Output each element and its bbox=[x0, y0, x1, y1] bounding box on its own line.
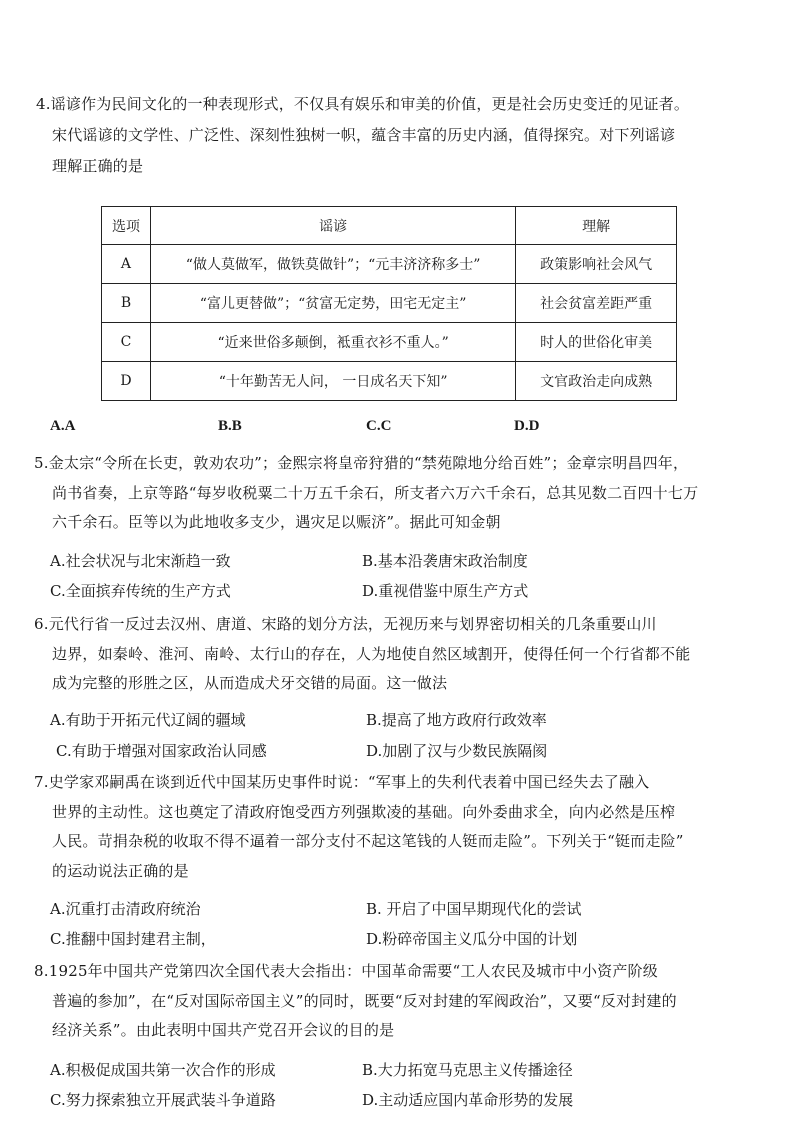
q4-row-d-option: D bbox=[102, 362, 151, 401]
q4-row-a-saying: “做人莫做军，做铁莫做针”；“元丰济济称多士” bbox=[150, 245, 515, 284]
q8-stem-line-2: 普遍的参加”，在“反对国际帝国主义”的同时，既要“反对封建的军阀政治”，又要“反对封建的 bbox=[52, 992, 677, 1010]
q4-answer-c: C.C bbox=[366, 418, 392, 434]
q5-stem-line-1: 5.金太宗“令所在长吏，敦劝农功”；金熙宗将皇帝狩猎的“禁苑隙地分给百姓”；金章宗明昌四年， bbox=[34, 454, 689, 472]
q8-option-a: A.积极促成国共第一次合作的形成 bbox=[50, 1061, 276, 1079]
table-row bbox=[102, 323, 677, 362]
q4-row-a-interpretation: 政策影响社会风气 bbox=[516, 245, 677, 284]
q6-option-a: A.有助于开拓元代辽阔的疆域 bbox=[50, 711, 246, 729]
q4-row-d-saying: “十年勤苦无人问， 一日成名天下知” bbox=[150, 362, 515, 401]
q4-row-b-interpretation: 社会贫富差距严重 bbox=[516, 284, 677, 323]
q4-header-option: 选项 bbox=[102, 207, 151, 245]
q7-stem-line-4: 的运动说法正确的是 bbox=[52, 862, 189, 880]
q5-option-d: D.重视借鉴中原生产方式 bbox=[362, 582, 529, 600]
q8-stem-line-3: 经济关系”。由此表明中国共产党召开会议的目的是 bbox=[52, 1021, 395, 1039]
q4-stem-line-2: 宋代谣谚的文学性、广泛性、深刻性独树一帜，蕴含丰富的历史内涵，值得探究。对下列谣谚 bbox=[52, 126, 676, 144]
q5-stem-line-3: 六千余石。臣等以为此地收多支少，遇灾足以赈济”。据此可知金朝 bbox=[52, 513, 501, 531]
q4-header-interpretation: 理解 bbox=[516, 207, 677, 245]
q4-row-b-option: B bbox=[102, 284, 151, 323]
q5-option-b: B.基本沿袭唐宋政治制度 bbox=[362, 552, 528, 570]
q7-stem-line-3: 人民。苛捐杂税的收取不得不逼着一部分支付不起这笔钱的人铤而走险”。下列关于“铤而走险” bbox=[52, 832, 684, 850]
q4-table bbox=[101, 206, 677, 401]
q4-answer-a: A.A bbox=[50, 418, 76, 434]
table-row bbox=[102, 362, 677, 401]
q8-option-c: C.努力探索独立开展武装斗争道路 bbox=[50, 1091, 276, 1109]
table-row bbox=[102, 284, 677, 323]
q8-option-b: B.大力拓宽马克思主义传播途径 bbox=[362, 1061, 573, 1079]
q4-row-c-saying: “近来世俗多颠倒，袛重衣衫不重人。” bbox=[150, 323, 515, 362]
q4-table-header-row bbox=[102, 207, 677, 245]
q5-option-a: A.社会状况与北宋渐趋一致 bbox=[50, 552, 231, 570]
q6-stem-line-2: 边界，如秦岭、淮河、南岭、太行山的存在，人为地使自然区域割开，使得任何一个行省都不能 bbox=[52, 645, 691, 663]
q6-option-b: B.提高了地方政府行政效率 bbox=[366, 711, 547, 729]
q4-row-b-saying: “富儿更替做”；“贫富无定势，田宅无定主” bbox=[150, 284, 515, 323]
q6-stem-line-3: 成为完整的形胜之区，从而造成犬牙交错的局面。这一做法 bbox=[52, 674, 448, 692]
q4-row-a-option: A bbox=[102, 245, 151, 284]
q5-stem-line-2: 尚书省奏，上京等路“每岁收税粟二十万五千余石，所支者六万六千余石，总其见数二百四十七万 bbox=[52, 484, 699, 502]
q7-stem-line-1: 7.史学家邓嗣禹在谈到近代中国某历史事件时说：“军事上的失利代表着中国已经失去了融入 bbox=[34, 773, 650, 791]
q7-stem-line-2: 世界的主动性。这也奠定了清政府饱受西方列强欺凌的基础。向外委曲求全，向内必然是压榨 bbox=[52, 803, 676, 821]
q4-row-d-interpretation: 文官政治走向成熟 bbox=[516, 362, 677, 401]
q7-option-d: D.粉碎帝国主义瓜分中国的计划 bbox=[366, 930, 578, 948]
q4-row-c-option: C bbox=[102, 323, 151, 362]
q4-header-saying: 谣谚 bbox=[150, 207, 515, 245]
q4-stem-line-1: 4.谣谚作为民间文化的一种表现形式，不仅具有娱乐和审美的价值，更是社会历史变迁的见证者。 bbox=[36, 95, 690, 113]
q4-answer-d: D.D bbox=[514, 418, 540, 434]
table-row bbox=[102, 245, 677, 284]
q6-stem-line-1: 6.元代行省一反过去汉州、唐道、宋路的划分方法，无视历来与划界密切相关的几条重要山川 bbox=[34, 615, 657, 633]
q6-option-c: C.有助于增强对国家政治认同感 bbox=[56, 742, 267, 760]
q7-option-b: B. 开启了中国早期现代化的尝试 bbox=[366, 900, 582, 918]
q8-option-d: D.主动适应国内革命形势的发展 bbox=[362, 1091, 574, 1109]
q4-stem-line-3: 理解正确的是 bbox=[52, 157, 144, 175]
q5-option-c: C.全面摈弃传统的生产方式 bbox=[50, 582, 231, 600]
q7-option-c: C.推翻中国封建君主制， bbox=[50, 930, 216, 948]
q6-option-d: D.加剧了汉与少数民族隔阂 bbox=[366, 742, 548, 760]
q4-answer-b: B.B bbox=[218, 418, 242, 434]
q8-stem-line-1: 8.1925年中国共产党第四次全国代表大会指出：中国革命需要“工人农民及城市中小资产阶级 bbox=[34, 962, 658, 980]
q7-option-a: A.沉重打击清政府统治 bbox=[50, 900, 201, 918]
q4-row-c-interpretation: 时人的世俗化审美 bbox=[516, 323, 677, 362]
